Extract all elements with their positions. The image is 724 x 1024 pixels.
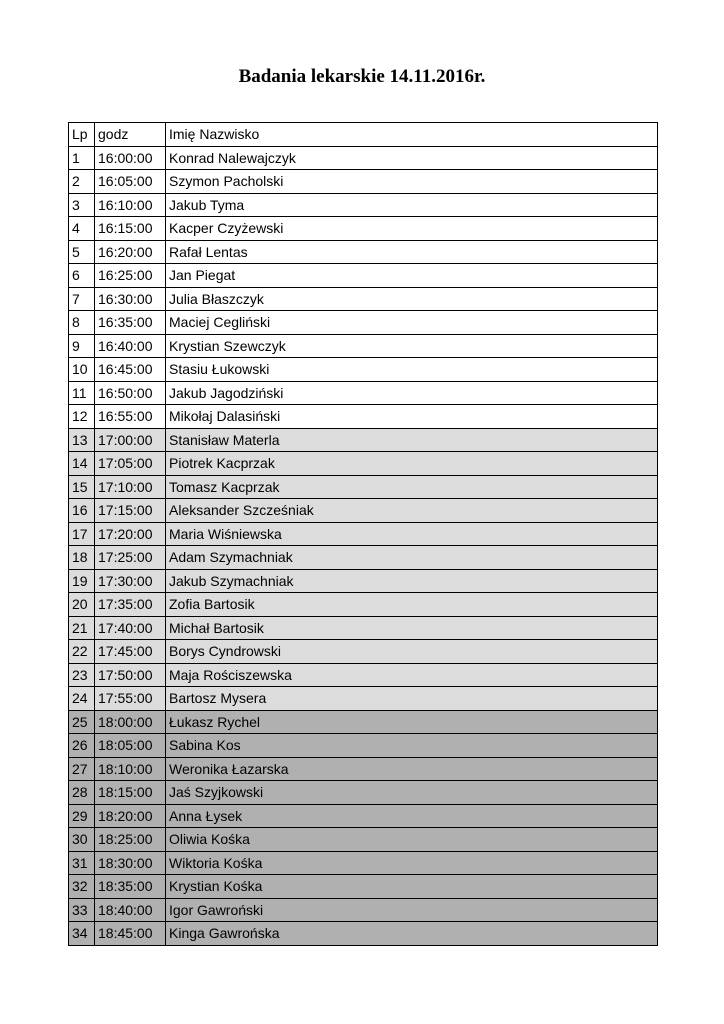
row-time-cell: 17:40:00 xyxy=(95,616,166,640)
row-time-cell: 16:10:00 xyxy=(95,193,166,217)
row-name-cell: Sabina Kos xyxy=(166,734,658,758)
row-lp-cell: 23 xyxy=(69,663,95,687)
row-name-cell: Bartosz Mysera xyxy=(166,687,658,711)
row-name-cell: Maria Wiśniewska xyxy=(166,522,658,546)
row-name-cell: Zofia Bartosik xyxy=(166,593,658,617)
row-name-cell: Borys Cyndrowski xyxy=(166,640,658,664)
table-row xyxy=(69,898,658,922)
row-lp-cell: 6 xyxy=(69,264,95,288)
row-lp-cell: 24 xyxy=(69,687,95,711)
table-row xyxy=(69,240,658,264)
row-name-cell: Jan Piegat xyxy=(166,264,658,288)
row-name-cell: Anna Łysek xyxy=(166,804,658,828)
table-row xyxy=(69,405,658,429)
row-name-cell: Wiktoria Kośka xyxy=(166,851,658,875)
row-time-cell: 17:20:00 xyxy=(95,522,166,546)
table-row xyxy=(69,687,658,711)
table-row xyxy=(69,663,658,687)
row-time-cell: 18:35:00 xyxy=(95,875,166,899)
row-time-cell: 16:30:00 xyxy=(95,287,166,311)
row-name-cell: Kacper Czyżewski xyxy=(166,217,658,241)
table-row xyxy=(69,264,658,288)
table-row xyxy=(69,334,658,358)
row-name-cell: Krystian Kośka xyxy=(166,875,658,899)
row-name-cell: Stasiu Łukowski xyxy=(166,358,658,382)
row-time-cell: 16:00:00 xyxy=(95,146,166,170)
row-time-cell: 16:40:00 xyxy=(95,334,166,358)
table-row xyxy=(69,217,658,241)
row-lp-cell: 16 xyxy=(69,499,95,523)
row-name-cell: Jaś Szyjkowski xyxy=(166,781,658,805)
table-row xyxy=(69,358,658,382)
row-name-cell: Mikołaj Dalasiński xyxy=(166,405,658,429)
row-time-cell: 18:45:00 xyxy=(95,922,166,946)
row-name-cell: Maja Rościszewska xyxy=(166,663,658,687)
table-row xyxy=(69,593,658,617)
row-lp-cell: 1 xyxy=(69,146,95,170)
row-time-cell: 18:00:00 xyxy=(95,710,166,734)
schedule-table xyxy=(68,122,658,946)
row-time-cell: 16:25:00 xyxy=(95,264,166,288)
row-time-cell: 16:20:00 xyxy=(95,240,166,264)
row-lp-cell: 5 xyxy=(69,240,95,264)
row-name-cell: Krystian Szewczyk xyxy=(166,334,658,358)
row-lp-cell: 22 xyxy=(69,640,95,664)
table-row xyxy=(69,757,658,781)
row-lp-cell: 10 xyxy=(69,358,95,382)
table-row xyxy=(69,170,658,194)
row-time-cell: 16:05:00 xyxy=(95,170,166,194)
row-lp-cell: 19 xyxy=(69,569,95,593)
row-lp-cell: 4 xyxy=(69,217,95,241)
table-row xyxy=(69,499,658,523)
row-name-cell: Rafał Lentas xyxy=(166,240,658,264)
row-time-cell: 16:50:00 xyxy=(95,381,166,405)
row-name-cell: Kinga Gawrońska xyxy=(166,922,658,946)
row-name-cell: Maciej Cegliński xyxy=(166,311,658,335)
row-name-cell: Aleksander Szcześniak xyxy=(166,499,658,523)
row-lp-cell: 26 xyxy=(69,734,95,758)
row-time-cell: 18:30:00 xyxy=(95,851,166,875)
row-name-cell: Tomasz Kacprzak xyxy=(166,475,658,499)
table-row xyxy=(69,475,658,499)
row-time-cell: 18:10:00 xyxy=(95,757,166,781)
row-name-cell: Igor Gawroński xyxy=(166,898,658,922)
header-lp: Lp xyxy=(69,123,95,147)
header-name: Imię Nazwisko xyxy=(166,123,658,147)
row-lp-cell: 29 xyxy=(69,804,95,828)
row-time-cell: 17:55:00 xyxy=(95,687,166,711)
table-row xyxy=(69,146,658,170)
row-lp-cell: 27 xyxy=(69,757,95,781)
table-row xyxy=(69,734,658,758)
table-row xyxy=(69,851,658,875)
table-row xyxy=(69,781,658,805)
row-name-cell: Julia Błaszczyk xyxy=(166,287,658,311)
row-lp-cell: 28 xyxy=(69,781,95,805)
row-lp-cell: 31 xyxy=(69,851,95,875)
row-lp-cell: 32 xyxy=(69,875,95,899)
table-row xyxy=(69,569,658,593)
row-time-cell: 17:50:00 xyxy=(95,663,166,687)
row-lp-cell: 21 xyxy=(69,616,95,640)
table-row xyxy=(69,828,658,852)
table-row xyxy=(69,710,658,734)
table-row xyxy=(69,452,658,476)
row-time-cell: 17:10:00 xyxy=(95,475,166,499)
row-time-cell: 17:45:00 xyxy=(95,640,166,664)
table-row xyxy=(69,311,658,335)
row-lp-cell: 3 xyxy=(69,193,95,217)
row-lp-cell: 25 xyxy=(69,710,95,734)
row-time-cell: 18:05:00 xyxy=(95,734,166,758)
table-row xyxy=(69,381,658,405)
row-name-cell: Szymon Pacholski xyxy=(166,170,658,194)
row-lp-cell: 11 xyxy=(69,381,95,405)
row-lp-cell: 8 xyxy=(69,311,95,335)
table-row xyxy=(69,804,658,828)
row-name-cell: Konrad Nalewajczyk xyxy=(166,146,658,170)
row-time-cell: 18:25:00 xyxy=(95,828,166,852)
table-row xyxy=(69,875,658,899)
table-row xyxy=(69,193,658,217)
table-row xyxy=(69,428,658,452)
row-name-cell: Jakub Szymachniak xyxy=(166,569,658,593)
row-name-cell: Stanisław Materla xyxy=(166,428,658,452)
row-lp-cell: 9 xyxy=(69,334,95,358)
row-lp-cell: 2 xyxy=(69,170,95,194)
header-time: godz xyxy=(95,123,166,147)
row-lp-cell: 33 xyxy=(69,898,95,922)
table-row xyxy=(69,522,658,546)
row-time-cell: 16:35:00 xyxy=(95,311,166,335)
row-name-cell: Piotrek Kacprzak xyxy=(166,452,658,476)
row-lp-cell: 15 xyxy=(69,475,95,499)
row-time-cell: 17:05:00 xyxy=(95,452,166,476)
row-time-cell: 18:20:00 xyxy=(95,804,166,828)
row-time-cell: 17:15:00 xyxy=(95,499,166,523)
row-name-cell: Michał Bartosik xyxy=(166,616,658,640)
row-lp-cell: 13 xyxy=(69,428,95,452)
table-row xyxy=(69,287,658,311)
row-lp-cell: 30 xyxy=(69,828,95,852)
row-time-cell: 17:30:00 xyxy=(95,569,166,593)
table-row xyxy=(69,616,658,640)
row-name-cell: Adam Szymachniak xyxy=(166,546,658,570)
table-row xyxy=(69,922,658,946)
row-lp-cell: 17 xyxy=(69,522,95,546)
table-row xyxy=(69,640,658,664)
table-header-row xyxy=(69,123,658,147)
row-lp-cell: 20 xyxy=(69,593,95,617)
row-time-cell: 16:45:00 xyxy=(95,358,166,382)
row-lp-cell: 34 xyxy=(69,922,95,946)
row-time-cell: 16:15:00 xyxy=(95,217,166,241)
row-time-cell: 18:15:00 xyxy=(95,781,166,805)
row-time-cell: 17:00:00 xyxy=(95,428,166,452)
row-name-cell: Łukasz Rychel xyxy=(166,710,658,734)
row-lp-cell: 7 xyxy=(69,287,95,311)
row-time-cell: 17:35:00 xyxy=(95,593,166,617)
row-name-cell: Jakub Tyma xyxy=(166,193,658,217)
row-name-cell: Jakub Jagodziński xyxy=(166,381,658,405)
row-time-cell: 16:55:00 xyxy=(95,405,166,429)
row-name-cell: Weronika Łazarska xyxy=(166,757,658,781)
row-lp-cell: 12 xyxy=(69,405,95,429)
row-time-cell: 17:25:00 xyxy=(95,546,166,570)
row-lp-cell: 14 xyxy=(69,452,95,476)
row-time-cell: 18:40:00 xyxy=(95,898,166,922)
page-title: Badania lekarskie 14.11.2016r. xyxy=(238,66,486,87)
row-name-cell: Oliwia Kośka xyxy=(166,828,658,852)
row-lp-cell: 18 xyxy=(69,546,95,570)
table-row xyxy=(69,546,658,570)
